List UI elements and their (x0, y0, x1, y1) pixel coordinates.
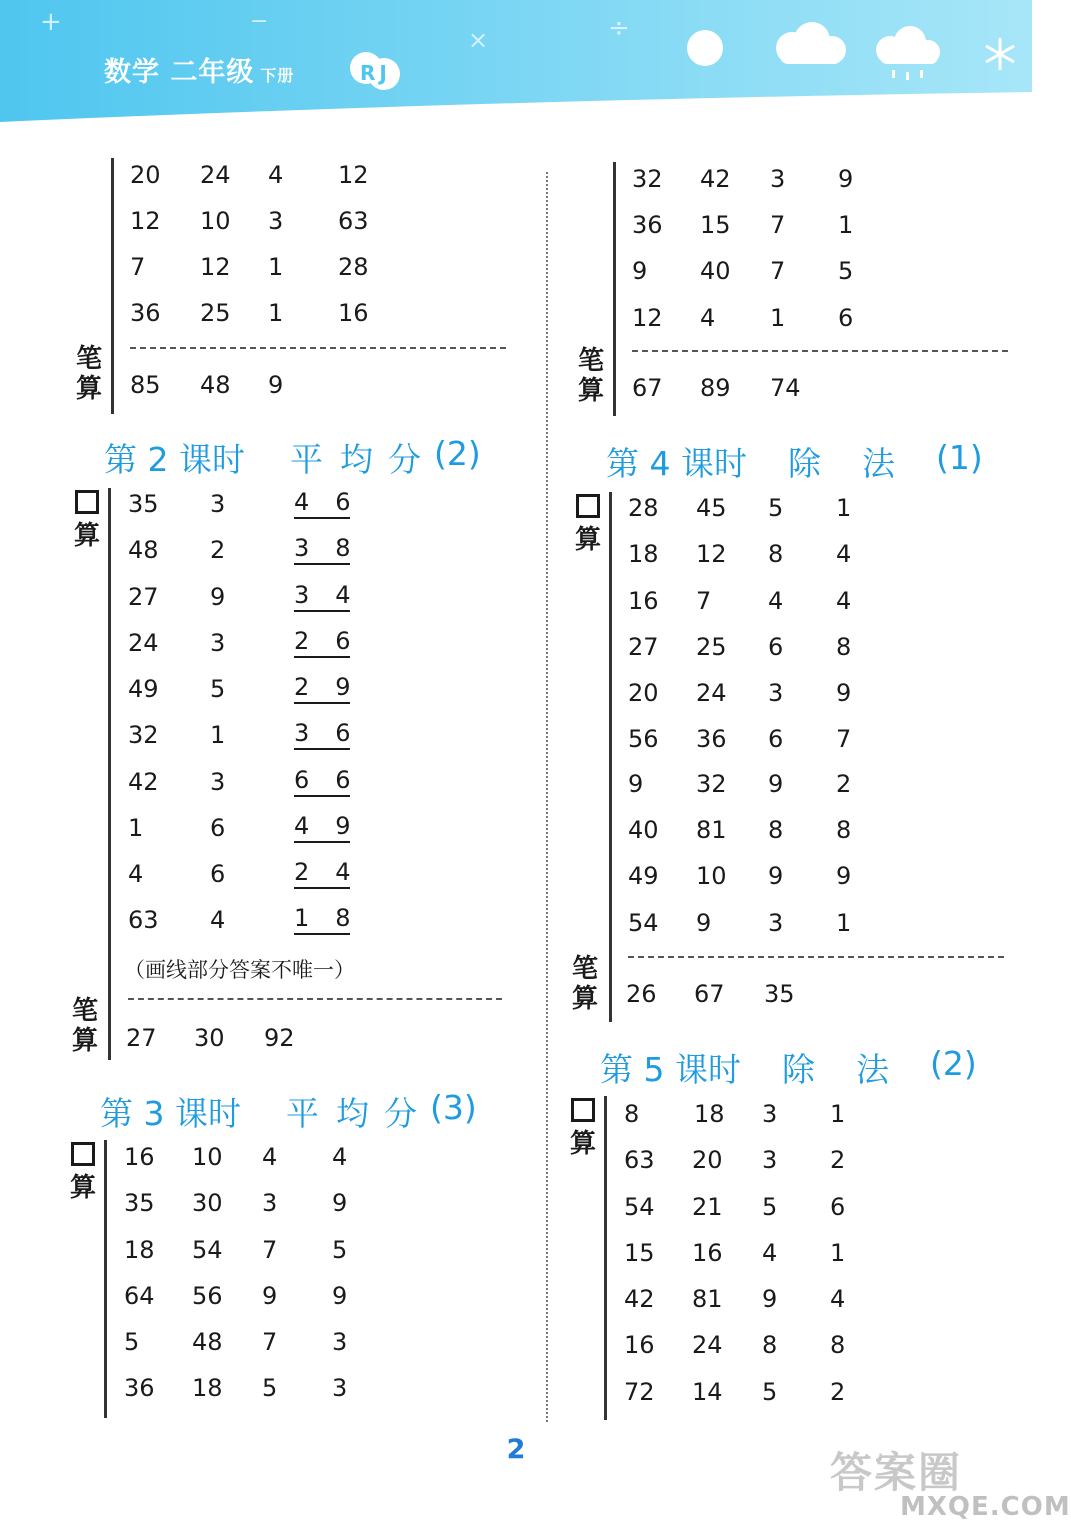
answer-underline: 2 4 (294, 857, 350, 889)
divide-decoration-icon: ÷ (608, 13, 630, 43)
lesson4-rule (609, 492, 612, 1022)
watermark (830, 1440, 1071, 1532)
square-icon (571, 1098, 595, 1122)
lesson-heading: 第 3 课时 平 均 分 (3) (100, 1088, 477, 1133)
separator-dashed (632, 350, 1008, 352)
oral-calc-label: 算 (72, 490, 102, 551)
right-top-rule (613, 162, 616, 416)
lesson-heading: 第 4 课时 除 法 (1) (606, 438, 983, 483)
lesson-heading: 第 5 课时 除 法 (2) (600, 1044, 977, 1089)
square-icon (71, 1142, 95, 1166)
watermark-logo: 答案圈 (830, 1448, 963, 1497)
oral-calc-label: 算 (568, 1098, 598, 1159)
answer-underline: 3 4 (294, 580, 350, 612)
answer-underline: 2 6 (294, 626, 350, 658)
answer-underline: 2 9 (294, 672, 350, 704)
answer-underline: 6 6 (294, 765, 350, 797)
left-top-rule (111, 158, 114, 414)
answer-underline: 1 8 (294, 903, 350, 935)
written-calc-label: 笔 算 (71, 996, 98, 1056)
lesson3-rule (104, 1140, 107, 1418)
times-decoration-icon: × (468, 26, 489, 54)
separator-dashed (628, 956, 1004, 958)
written-calc-label: 笔 算 (577, 346, 604, 406)
oral-calc-label: 算 (573, 494, 603, 555)
page-number: 2 (506, 1434, 526, 1465)
volume-label: 下册 (260, 66, 295, 85)
lesson2-rule (108, 488, 111, 1060)
note-text: （画线部分答案不唯一） (124, 958, 355, 982)
square-icon (576, 494, 600, 518)
lesson-heading: 第 2 课时 平 均 分 (2) (104, 434, 481, 479)
badge-letters: RJ (360, 61, 391, 85)
rj-badge-icon (348, 50, 402, 92)
lesson5-rule (604, 1096, 607, 1420)
minus-decoration-icon: − (250, 9, 269, 34)
column-divider (546, 172, 548, 1422)
answer-underline: 4 6 (294, 487, 350, 519)
written-calc-label: 笔 算 (75, 344, 102, 404)
sun-icon (687, 30, 723, 66)
separator-dashed (128, 998, 502, 1000)
oral-calc-label: 算 (68, 1142, 98, 1203)
written-calc-label: 笔 算 (571, 954, 598, 1014)
answer-underline: 3 8 (294, 533, 350, 565)
answer-underline: 3 6 (294, 718, 350, 750)
answer-underline: 4 9 (294, 811, 350, 843)
separator-dashed (130, 347, 506, 349)
plus-decoration-icon: + (40, 7, 62, 37)
book-title: 数学 二年级 下册 (104, 57, 295, 88)
watermark-url: MXQE.COM (900, 1492, 1071, 1522)
square-icon (75, 490, 99, 514)
